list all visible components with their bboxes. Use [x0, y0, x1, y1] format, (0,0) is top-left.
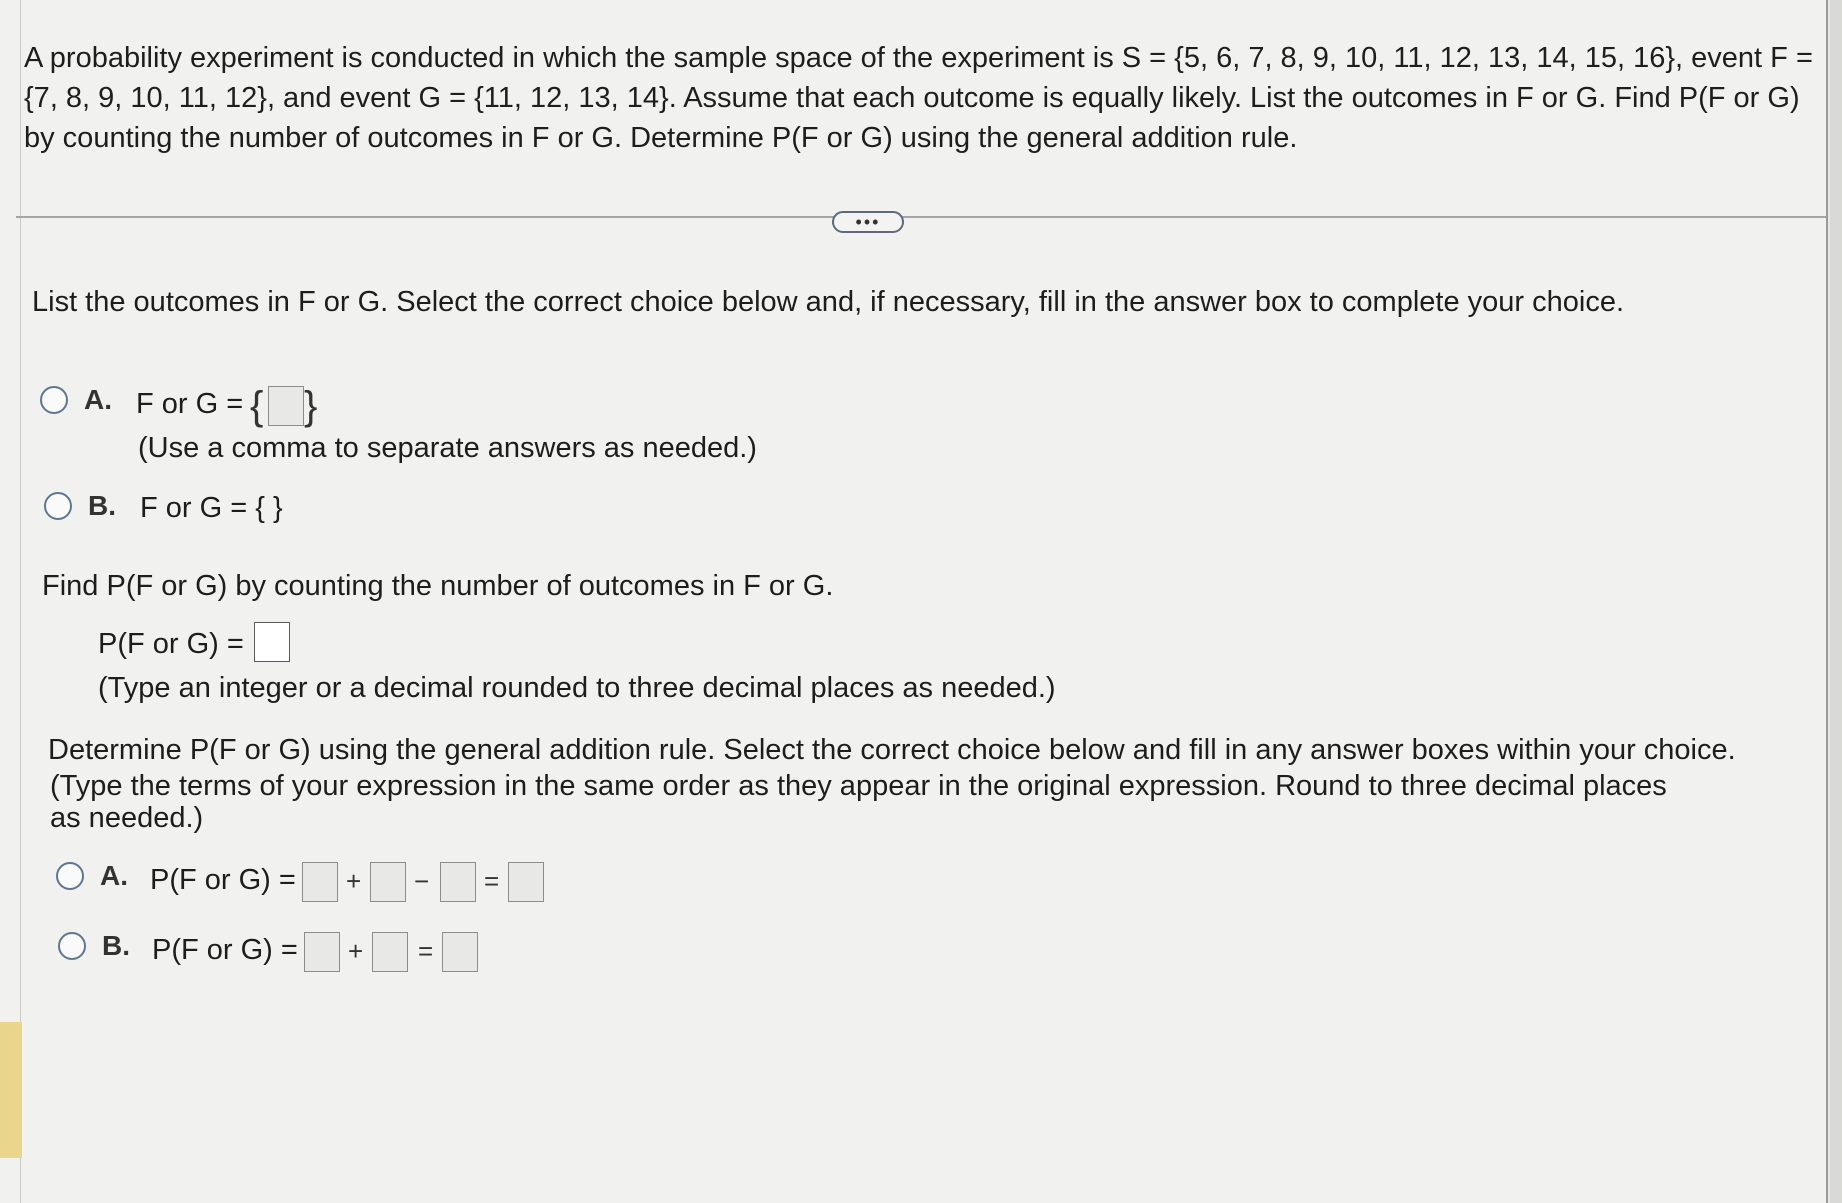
left-edge-tab: [0, 1022, 22, 1158]
part3-option-b-term2-input[interactable]: [372, 932, 408, 972]
question-text: A probability experiment is conducted in which the sample space of the experiment is S = {5, 6, 7, 8, 9, 10, 11, 12, 13, 14, 15, 16}, event F = {7, 8, 9, 10, 11, 12}, and event G = {11, 12, 13, 14}. Assume that each outcome is equally likely. List the outcomes in F or G. Find P(F or G) by counting the number of outcomes in F or G. Determine P(F or G) using the general addition rule.: [24, 42, 1813, 154]
part1-option-a-label: F or G =: [136, 388, 244, 420]
part1-outcomes-input[interactable]: [268, 386, 304, 426]
part3-option-a-minus: −: [414, 866, 430, 896]
part3-option-a-radio[interactable]: [56, 862, 84, 890]
part3-instruction-line1: Determine P(F or G) using the general addition rule. Select the correct choice below and fill in any answer boxes within your choice.: [48, 734, 1736, 766]
part3-option-b-result-input[interactable]: [442, 932, 478, 972]
part3-option-b-radio[interactable]: [58, 932, 86, 960]
expand-more-button[interactable]: •••: [832, 211, 904, 233]
part3-option-b-letter: B.: [102, 930, 130, 961]
part1-option-b-letter: B.: [88, 490, 116, 521]
part1-option-b-label: F or G = { }: [140, 492, 283, 524]
part3-instruction-line2: (Type the terms of your expression in the same order as they appear in the original expression. Round to three decimal places: [50, 770, 1667, 802]
part3-option-a-equals: =: [484, 866, 500, 896]
part1-option-a-radio[interactable]: [40, 386, 68, 414]
part3-option-a-plus: +: [346, 866, 362, 896]
part2-label: P(F or G) =: [98, 628, 244, 660]
section-divider: [16, 216, 1826, 218]
part1-instruction: List the outcomes in F or G. Select the correct choice below and, if necessary, fill in the answer box to complete your choice.: [32, 286, 1624, 318]
part3-option-a-term3-input[interactable]: [440, 862, 476, 902]
part1-option-a-close-brace: }: [304, 384, 318, 428]
right-edge-strip: [1830, 0, 1842, 1203]
part3-option-a-term1-input[interactable]: [302, 862, 338, 902]
part3-option-a-letter: A.: [100, 860, 128, 891]
part2-hint: (Type an integer or a decimal rounded to three decimal places as needed.): [98, 672, 1056, 704]
part1-option-a-hint: (Use a comma to separate answers as needed.): [138, 432, 757, 464]
part3-option-a-result-input[interactable]: [508, 862, 544, 902]
part2-instruction: Find P(F or G) by counting the number of outcomes in F or G.: [42, 570, 834, 602]
part3-option-b-equals: =: [418, 936, 434, 966]
part3-option-a-label: P(F or G) =: [150, 864, 296, 896]
part1-option-a-letter: A.: [84, 384, 112, 415]
part3-instruction-line3: as needed.): [50, 802, 204, 834]
part2-probability-input[interactable]: [254, 622, 290, 662]
part3-option-b-plus: +: [348, 936, 364, 966]
part3-option-b-term1-input[interactable]: [304, 932, 340, 972]
part3-option-b-label: P(F or G) =: [152, 934, 298, 966]
part3-option-a-term2-input[interactable]: [370, 862, 406, 902]
part1-option-a-open-brace: {: [250, 384, 264, 428]
part1-option-b-radio[interactable]: [44, 492, 72, 520]
